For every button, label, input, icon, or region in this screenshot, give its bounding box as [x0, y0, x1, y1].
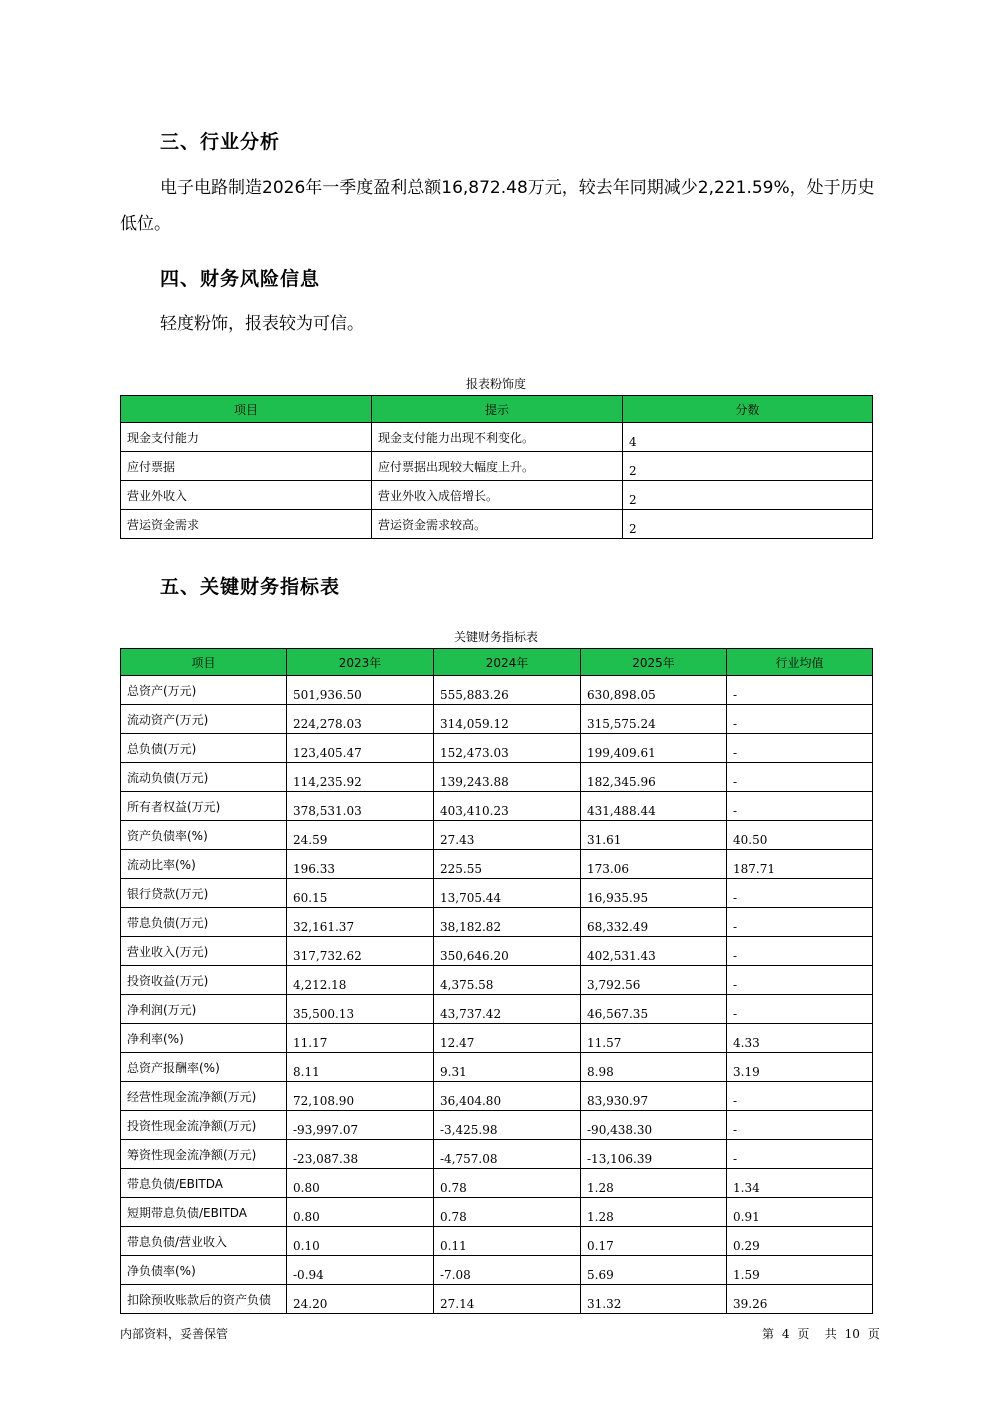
section4-text: 轻度粉饰，报表较为可信。 [160, 314, 364, 334]
footer-page-num: 4 [781, 1327, 790, 1341]
risk-table-cell: 应付票据 [121, 452, 372, 481]
indicator-table-row [121, 676, 873, 705]
risk-table-row [121, 452, 873, 481]
indicator-table-cell: - [727, 1082, 873, 1111]
risk-table-row [121, 481, 873, 510]
indicator-table-row [121, 995, 873, 1024]
indicator-table-row [121, 966, 873, 995]
indicator-table-cell: 27.43 [434, 821, 581, 850]
indicator-table-cell: 123,405.47 [287, 734, 434, 763]
indicator-table-cell: 3,792.56 [581, 966, 727, 995]
section3-heading: 三、行业分析 [160, 131, 281, 153]
indicator-table-cell: 0.78 [434, 1198, 581, 1227]
indicator-table-cell: 83,930.97 [581, 1082, 727, 1111]
indicator-table-cell: 1.28 [581, 1169, 727, 1198]
indicator-table-caption: 关键财务指标表 [453, 630, 538, 644]
indicator-table-cell: 431,488.44 [581, 792, 727, 821]
indicator-table-cell: 净负债率(%) [121, 1256, 287, 1285]
indicator-table-cell: 投资性现金流净额(万元) [121, 1111, 287, 1140]
risk-table-column-header: 提示 [372, 396, 623, 423]
indicator-table-cell: 68,332.49 [581, 908, 727, 937]
indicator-table-cell: 0.17 [581, 1227, 727, 1256]
indicator-table-row [121, 792, 873, 821]
indicator-table-row [121, 734, 873, 763]
indicator-table-cell: 总资产报酬率(%) [121, 1053, 287, 1082]
indicator-table-cell: 315,575.24 [581, 705, 727, 734]
indicator-table-column-header: 2023年 [287, 649, 434, 676]
indicator-table-cell: 27.14 [434, 1285, 581, 1314]
risk-table-cell: 2 [623, 452, 873, 481]
indicator-table-cell: 350,646.20 [434, 937, 581, 966]
indicator-table-cell: 1.34 [727, 1169, 873, 1198]
indicator-table-cell: -3,425.98 [434, 1111, 581, 1140]
indicator-table-row [121, 1256, 873, 1285]
section5-heading: 五、关键财务指标表 [160, 576, 341, 598]
indicator-table-cell: 短期带息负债/EBITDA [121, 1198, 287, 1227]
risk-table [120, 395, 873, 539]
indicator-table-cell: - [727, 734, 873, 763]
indicator-table-cell: 11.57 [581, 1024, 727, 1053]
indicator-table-cell: 317,732.62 [287, 937, 434, 966]
indicator-table-cell: 39.26 [727, 1285, 873, 1314]
indicator-table-body [121, 676, 873, 1314]
indicator-table-cell: 24.20 [287, 1285, 434, 1314]
indicator-table-cell: 32,161.37 [287, 908, 434, 937]
indicator-table-cell: 224,278.03 [287, 705, 434, 734]
indicator-table-row [121, 1227, 873, 1256]
indicator-table-cell: 630,898.05 [581, 676, 727, 705]
indicator-table-cell: 筹资性现金流净额(万元) [121, 1140, 287, 1169]
risk-table-cell: 2 [623, 510, 873, 539]
indicator-table-cell: 24.59 [287, 821, 434, 850]
indicator-table-cell: -90,438.30 [581, 1111, 727, 1140]
indicator-table-cell: -4,757.08 [434, 1140, 581, 1169]
indicator-table-cell: 所有者权益(万元) [121, 792, 287, 821]
indicator-table-cell: - [727, 879, 873, 908]
indicator-table-column-header: 2025年 [581, 649, 727, 676]
indicator-table-row [121, 763, 873, 792]
risk-table-caption: 报表粉饰度 [465, 377, 526, 391]
indicator-table-cell: 8.98 [581, 1053, 727, 1082]
indicator-table-cell: - [727, 908, 873, 937]
indicator-table-cell: 总负债(万元) [121, 734, 287, 763]
indicator-table-cell: 38,182.82 [434, 908, 581, 937]
indicator-table-cell: 0.29 [727, 1227, 873, 1256]
indicator-table-column-header: 行业均值 [727, 649, 873, 676]
indicator-table-row [121, 908, 873, 937]
indicator-table-cell: 9.31 [434, 1053, 581, 1082]
risk-table-cell: 现金支付能力 [121, 423, 372, 452]
indicator-table-cell: 173.06 [581, 850, 727, 879]
indicator-table-cell: 带息负债(万元) [121, 908, 287, 937]
indicator-table-cell: - [727, 966, 873, 995]
indicator-table-cell: 总资产(万元) [121, 676, 287, 705]
footer-total-num: 10 [844, 1327, 860, 1341]
indicator-table-row [121, 705, 873, 734]
risk-table-cell: 营运资金需求较高。 [372, 510, 623, 539]
indicator-table-cell: 0.78 [434, 1169, 581, 1198]
indicator-table-cell: 0.11 [434, 1227, 581, 1256]
indicator-table-cell: 182,345.96 [581, 763, 727, 792]
indicator-table-cell: 流动比率(%) [121, 850, 287, 879]
section3-paragraph [120, 170, 880, 242]
risk-table-cell: 营业外收入 [121, 481, 372, 510]
risk-table-cell: 4 [623, 423, 873, 452]
indicator-table-column-header: 2024年 [434, 649, 581, 676]
footer-confidential: 内部资料，妥善保管 [120, 1327, 229, 1341]
footer-page-prefix: 第 [762, 1327, 775, 1341]
indicator-table-row [121, 1024, 873, 1053]
risk-table-header [121, 396, 873, 423]
indicator-table-cell: 1.59 [727, 1256, 873, 1285]
indicator-table-cell: 46,567.35 [581, 995, 727, 1024]
indicator-table-cell: 36,404.80 [434, 1082, 581, 1111]
indicator-table-cell: 0.91 [727, 1198, 873, 1227]
indicator-table-row [121, 1053, 873, 1082]
indicator-table-cell: 3.19 [727, 1053, 873, 1082]
indicator-table-cell: - [727, 792, 873, 821]
indicator-table-cell: 净利润(万元) [121, 995, 287, 1024]
indicator-table-cell: 555,883.26 [434, 676, 581, 705]
risk-table-cell: 2 [623, 481, 873, 510]
indicator-table-cell: 带息负债/EBITDA [121, 1169, 287, 1198]
indicator-table-cell: -0.94 [287, 1256, 434, 1285]
indicator-table-cell: 4.33 [727, 1024, 873, 1053]
risk-table-cell: 应付票据出现较大幅度上升。 [372, 452, 623, 481]
indicator-table-cell: 净利率(%) [121, 1024, 287, 1053]
indicator-table-cell: - [727, 937, 873, 966]
indicator-table-cell: 196.33 [287, 850, 434, 879]
indicator-table-cell: 流动负债(万元) [121, 763, 287, 792]
indicator-table-cell: -93,997.07 [287, 1111, 434, 1140]
indicator-table-cell: -23,087.38 [287, 1140, 434, 1169]
section3-text-a: 电子电路制造2026年一季度盈利总额16,872.48万元，较去年同期减少2,221.59%，处于历史 [160, 178, 875, 198]
indicator-table-cell: 扣除预收账款后的资产负债 [121, 1285, 287, 1314]
section3-text-b: 低位。 [120, 214, 171, 234]
risk-table-row [121, 423, 873, 452]
indicator-table-cell: 5.69 [581, 1256, 727, 1285]
footer-page-number [760, 1325, 882, 1342]
indicator-table-cell: 投资收益(万元) [121, 966, 287, 995]
indicator-table-row [121, 937, 873, 966]
indicator-table-cell: -7.08 [434, 1256, 581, 1285]
indicator-table-cell: 43,737.42 [434, 995, 581, 1024]
indicator-table-cell: 72,108.90 [287, 1082, 434, 1111]
section4-paragraph [120, 306, 880, 342]
indicator-table-cell: 403,410.23 [434, 792, 581, 821]
indicator-table-cell: 0.10 [287, 1227, 434, 1256]
indicator-table-cell: 199,409.61 [581, 734, 727, 763]
risk-table-cell: 营运资金需求 [121, 510, 372, 539]
indicator-table-cell: 4,212.18 [287, 966, 434, 995]
indicator-table-cell: 31.61 [581, 821, 727, 850]
indicator-table-cell: 187.71 [727, 850, 873, 879]
indicator-table-cell: 12.47 [434, 1024, 581, 1053]
indicator-table-cell: 501,936.50 [287, 676, 434, 705]
risk-table-cell: 现金支付能力出现不利变化。 [372, 423, 623, 452]
indicator-table-cell: 35,500.13 [287, 995, 434, 1024]
indicator-table-cell: 带息负债/营业收入 [121, 1227, 287, 1256]
indicator-table-cell: 11.17 [287, 1024, 434, 1053]
footer-total-suffix: 页 [867, 1327, 880, 1341]
indicator-table-cell: - [727, 1111, 873, 1140]
risk-table-column-header: 分数 [623, 396, 873, 423]
indicator-table-cell: - [727, 1140, 873, 1169]
indicator-table-cell: 营业收入(万元) [121, 937, 287, 966]
indicator-table-row [121, 1285, 873, 1314]
indicator-table-cell: 0.80 [287, 1198, 434, 1227]
indicator-table-row [121, 879, 873, 908]
indicator-table-row [121, 1140, 873, 1169]
indicator-table-cell: 4,375.58 [434, 966, 581, 995]
indicator-table-cell: 402,531.43 [581, 937, 727, 966]
indicator-table-cell: 314,059.12 [434, 705, 581, 734]
indicator-table-row [121, 1111, 873, 1140]
indicator-table-cell: 40.50 [727, 821, 873, 850]
indicator-table-cell: -13,106.39 [581, 1140, 727, 1169]
indicator-table-cell: 0.80 [287, 1169, 434, 1198]
indicator-table-cell: 16,935.95 [581, 879, 727, 908]
footer-page-mid: 页 [797, 1327, 810, 1341]
indicator-table-cell: 225.55 [434, 850, 581, 879]
indicator-table-row [121, 850, 873, 879]
indicator-table-header [121, 649, 873, 676]
indicator-table-cell: - [727, 705, 873, 734]
risk-table-column-header: 项目 [121, 396, 372, 423]
footer-total-prefix: 共 [824, 1327, 837, 1341]
indicator-table-cell: 31.32 [581, 1285, 727, 1314]
indicator-table-row [121, 1198, 873, 1227]
indicator-table-cell: 资产负债率(%) [121, 821, 287, 850]
indicator-table-row [121, 1082, 873, 1111]
indicator-table-row [121, 1169, 873, 1198]
risk-table-body [121, 423, 873, 539]
indicator-table-cell: 1.28 [581, 1198, 727, 1227]
indicator-table-cell: 114,235.92 [287, 763, 434, 792]
section4-heading: 四、财务风险信息 [160, 268, 321, 290]
indicator-table-cell: 139,243.88 [434, 763, 581, 792]
indicator-table-cell: 8.11 [287, 1053, 434, 1082]
indicator-table-cell: 银行贷款(万元) [121, 879, 287, 908]
indicator-table-cell: - [727, 995, 873, 1024]
risk-table-cell: 营业外收入成倍增长。 [372, 481, 623, 510]
indicator-table-row [121, 821, 873, 850]
indicator-table-cell: 流动资产(万元) [121, 705, 287, 734]
indicator-table-cell: 经营性现金流净额(万元) [121, 1082, 287, 1111]
indicator-table-cell: 60.15 [287, 879, 434, 908]
indicator-table [120, 648, 873, 1314]
risk-table-row [121, 510, 873, 539]
indicator-table-column-header: 项目 [121, 649, 287, 676]
indicator-table-cell: - [727, 676, 873, 705]
indicator-table-cell: - [727, 763, 873, 792]
indicator-table-cell: 152,473.03 [434, 734, 581, 763]
indicator-table-cell: 378,531.03 [287, 792, 434, 821]
indicator-table-cell: 13,705.44 [434, 879, 581, 908]
